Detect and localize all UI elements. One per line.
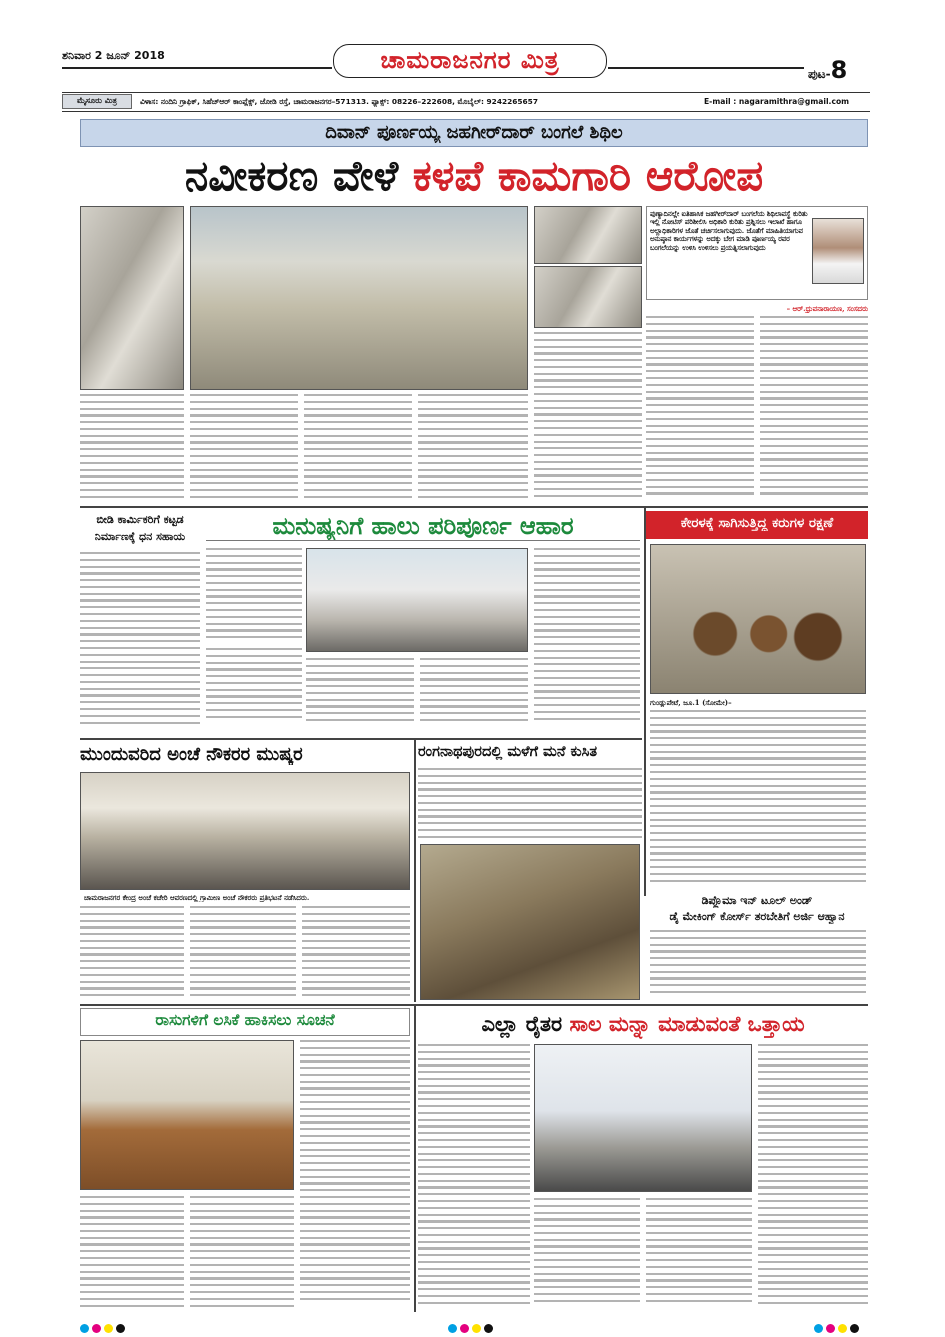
newspaper-title: ಚಾಮರಾಜನಗರ ಮಿತ್ರ [380,46,560,74]
cyan-dot [80,1324,89,1333]
postal-strike-photo [80,772,410,890]
divider-row2 [80,738,642,740]
lead-col-3 [304,394,412,502]
lead-col-6 [646,316,754,502]
black-dot [116,1324,125,1333]
loan-col-2 [534,1198,640,1310]
magenta-dot [92,1324,101,1333]
lead-headline-black: ನವೀಕರಣ ವೇಳೆ [184,151,399,200]
milk-col-2b [306,658,414,726]
lead-col-4 [418,394,528,502]
crack-photo-pillar [534,266,642,328]
mp-quote: ಪುಣ್ಯಾದಿನಲ್ಲೇ ಐತಿಹಾಸಿಕ ಜಹಗೀರ್‌ದಾರ್ ಬಂಗಲೆಯ ಶಿಥಿಲಾವಸ್ಥೆ ಕುರಿತು ಇಲ್ಲಿ ನೋಟಿಸ್ ಪರಿಶೀಲಿಸಿ ಅಧಿಕಾರಿ ಕುರಿತು ಪ್ರಶ್ನಿಸಲು ಇಲಾಖೆ ಹಾಗೂ ಅಲ್ಲಾಧಿಕಾರಿಗಳ ಜೊತೆ ಚರ್ಚಿಸಲಾಗುವುದು. ಜೊತೆಗೆ ಮಾಹಿತಿಯಾಗುವ ಅನುಷ್ಠಾನ ಕಾರ್ಯಗಳನ್ನು ಅದಕ್ಕು ಬೇಗ ಮಾಡಿ ಪೂರ್ಣಯ್ಯ ರವರ ಬಂಗಲೆಯನ್ನು ಉಳಿಸಿ ಉಳಿಸಲು ಪ್ರಯತ್ನಿಸಲಾಗುವುದು [650,210,808,252]
crack-photo-top [534,206,642,264]
divider-col-bottom [414,1006,416,1312]
milk-col-1 [206,548,302,644]
issue-date: ಶನಿವಾರ 2 ಜೂನ್ 2018 [62,49,165,62]
milk-event-photo [306,548,528,652]
crack-photo-left [80,206,184,390]
magenta-dot [460,1324,469,1333]
vaccine-col-right [300,1040,410,1310]
quote-author: – ಆರ್.ಧ್ರುವನಾರಾಯಣ, ಸಂಸದರು [786,304,868,313]
magenta-dot [826,1324,835,1333]
cmyk-dots-center [448,1318,508,1330]
milk-col-3 [534,548,640,726]
divider-row3 [80,1004,868,1006]
loan-col-1 [418,1044,530,1310]
loan-headline [418,1008,868,1040]
vaccine-headline [80,1011,410,1030]
masthead [0,0,945,118]
lead-kicker: ದಿವಾನ್ ಪೂರ್ಣಯ್ಯ ಜಹಗೀರ್‌ದಾರ್ ಬಂಗಲೆ ಶಿಥಿಲ [325,122,623,143]
postal-caption: ಚಾಮರಾಜನಗರ ಕೇಂದ್ರ ಅಂಚೆ ಕಚೇರಿ ಆವರಣದಲ್ಲಿ ಗ್ರಾಮೀಣ ಅಂಚೆ ನೌಕರರು ಪ್ರತಿಭಟನೆ ನಡೆಸಿದರು. [84,893,310,902]
cmyk-dots-left [80,1318,140,1330]
divider-col-right [644,508,646,896]
yellow-dot [838,1324,847,1333]
lead-col-1 [80,394,184,502]
beedi-headline: ಬೀಡಿ ಕಾರ್ಮಿಕರಿಗೆ ಕಟ್ಟಡ ನಿರ್ಮಾಣಕ್ಕೆ ಧನ ಸಹಾಯ [94,513,186,543]
vaccine-col-2 [190,1196,294,1310]
address-bar [62,92,870,112]
page-number-label [808,56,847,84]
lead-col-7 [760,316,868,502]
rain-body [418,768,642,840]
lead-col-5 [534,332,642,502]
beedi-body [80,552,200,730]
cmyk-dots-right [814,1318,874,1330]
postal-col-3 [302,906,410,1000]
diploma-headline-2: ಡೈ ಮೇಕಿಂಗ್ ಕೋರ್ಸ್ ತರಬೇತಿಗೆ ಅರ್ಜಿ ಆಹ್ವಾನ [669,910,845,923]
contact-email: E-mail : nagaramithra@gmail.com [704,97,850,106]
rain-headline: ರಂಗನಾಥಪುರದಲ್ಲಿ ಮಳೆಗೆ ಮನೆ ಕುಸಿತ [418,744,598,760]
cattle-headline: ಕೇರಳಕ್ಕೆ ಸಾಗಿಸುತ್ತಿದ್ದ ಕರುಗಳ ರಕ್ಷಣೆ [680,515,834,531]
cattle-body [650,710,866,888]
masthead-rule-right [608,67,804,69]
yellow-dot [472,1324,481,1333]
postal-headline: ಮುಂದುವರಿದ ಅಂಚೆ ನೌಕರರ ಮುಷ್ಕರ [80,744,303,765]
page-number: 8 [830,56,848,84]
milk-col-2c [420,658,528,726]
loan-headline-black: ಎಲ್ಲಾ ರೈತರ [481,1012,563,1036]
divider-lead-bottom [80,506,868,508]
diploma-headline-1: ಡಿಪ್ಲೊಮಾ ಇನ್ ಟೂಲ್ ಅಂಡ್ [701,894,813,907]
cyan-dot [814,1324,823,1333]
vaccination-photo [80,1040,294,1190]
vaccine-col-1 [80,1196,184,1310]
bungalow-photo [190,206,528,390]
collapsed-house-photo [420,844,640,1000]
cattle-caption-lead: ಗುಂಡ್ಲುಪೇಟೆ, ಜೂ.1 (ಸೋಮೇ)– [650,698,732,707]
page-label: ಪುಟ- [808,67,831,81]
press-meet-photo [534,1044,752,1192]
milk-headline: ಮನುಷ್ಯನಿಗೆ ಹಾಲು ಪರಿಪೂರ್ಣ ಆಹಾರ [272,512,574,540]
lead-col-2 [190,394,298,502]
lead-headline [80,150,868,202]
mp-portrait [812,218,864,284]
calves-photo [650,544,866,694]
yellow-dot [104,1324,113,1333]
loan-col-3 [646,1198,752,1310]
black-dot [484,1324,493,1333]
milk-col-1b [206,648,302,726]
loan-col-4 [758,1044,868,1310]
loan-headline-red: ಸಾಲ ಮನ್ನಾ ಮಾಡುವಂತೆ ಒತ್ತಾಯ [569,1012,805,1036]
vaccine-headline-text: ರಾಸುಗಳಿಗೆ ಲಸಿಕೆ ಹಾಕಿಸಲು ಸೂಚನೆ [155,1011,335,1029]
diploma-body [650,930,866,1000]
divider-col-mid [414,740,416,1002]
lead-headline-red: ಕಳಪೆ ಕಾಮಗಾರಿ ಆರೋಪ [412,151,764,200]
black-dot [850,1324,859,1333]
cyan-dot [448,1324,457,1333]
postal-col-2 [190,906,296,1000]
postal-col-1 [80,906,184,1000]
masthead-rule [62,67,332,69]
contact-address: ವಿಳಾಸ: ನಂದಿನಿ ಗ್ರಾಫಿಕ್, ಸಿಹೆಚ್‌ಆರ್ ಕಾಂಪ್ಲೆಕ್ಸ್, ಜೋಡಿ ರಸ್ತೆ, ಚಾಮರಾಜನಗರ–571313. ಫ್ಯಾಕ್ಸ್: 08226–222608, ಮೊಬೈಲ್: 9242265657 [140,97,538,106]
subtitle-brand: ಮೈಸೂರು ಮಿತ್ರ [77,96,117,105]
